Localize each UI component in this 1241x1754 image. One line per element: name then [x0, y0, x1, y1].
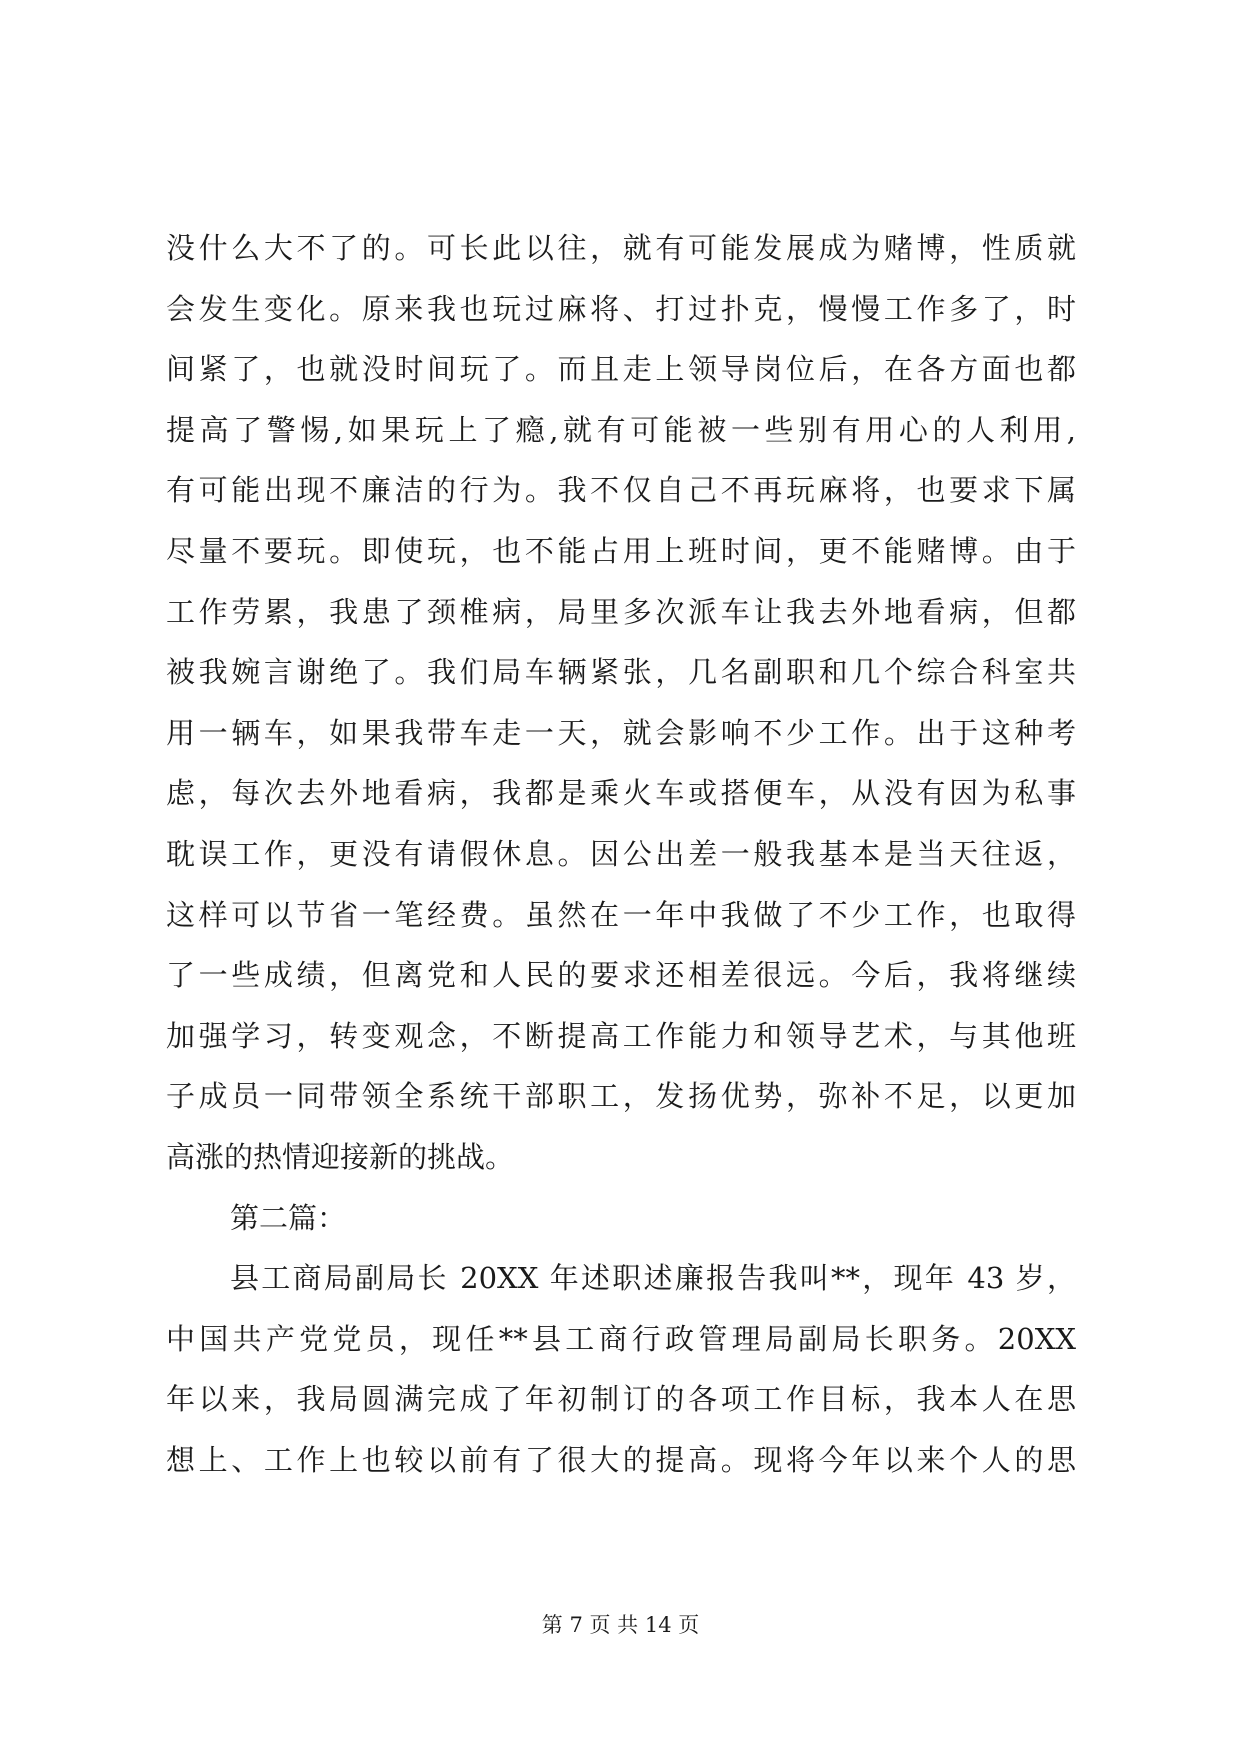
document-body	[166, 232, 1076, 1504]
paragraph-line: 尽量不要玩。即使玩，也不能占用上班时间，更不能赌博。由于	[166, 533, 1076, 568]
paragraph-line: 会发生变化。原来我也玩过麻将、打过扑克，慢慢工作多了，时	[166, 291, 1076, 326]
paragraph-line: 了一些成绩，但离党和人民的要求还相差很远。今后，我将继续	[166, 958, 1076, 993]
page-number-footer: 第 7 页 共 14 页	[541, 1613, 700, 1637]
paragraph-line: 提高了警惕,如果玩上了瘾,就有可能被一些别有用心的人利用,	[166, 412, 1076, 447]
paragraph-line: 有可能出现不廉洁的行为。我不仅自己不再玩麻将，也要求下属	[166, 473, 1076, 508]
paragraph-line: 间紧了，也就没时间玩了。而且走上领导岗位后，在各方面也都	[166, 352, 1076, 387]
section-heading: 第二篇：	[230, 1200, 347, 1235]
paragraph-line: 年以来，我局圆满完成了年初制订的各项工作目标，我本人在思	[166, 1382, 1076, 1417]
paragraph-line: 没什么大不了的。可长此以往，就有可能发展成为赌博，性质就	[166, 231, 1076, 265]
paragraph-line: 中国共产党党员，现任**县工商行政管理局副局长职务。20XX	[166, 1321, 1076, 1356]
paragraph-line: 县工商局副局长 20XX 年述职述廉报告我叫**，现年 43 岁，	[230, 1261, 1076, 1296]
paragraph-line: 用一辆车，如果我带车走一天，就会影响不少工作。出于这种考	[166, 715, 1076, 750]
paragraph-line: 虑，每次去外地看病，我都是乘火车或搭便车，从没有因为私事	[166, 776, 1076, 811]
paragraph-line: 高涨的热情迎接新的挑战。	[166, 1139, 515, 1174]
paragraph-line: 工作劳累，我患了颈椎病，局里多次派车让我去外地看病，但都	[166, 594, 1076, 629]
paragraph-line: 想上、工作上也较以前有了很大的提高。现将今年以来个人的思	[166, 1442, 1076, 1477]
paragraph-line: 加强学习，转变观念，不断提高工作能力和领导艺术，与其他班	[166, 1018, 1076, 1053]
paragraph-line: 子成员一同带领全系统干部职工，发扬优势，弥补不足，以更加	[166, 1079, 1076, 1114]
paragraph-line: 这样可以节省一笔经费。虽然在一年中我做了不少工作，也取得	[166, 897, 1076, 932]
paragraph-line: 耽误工作，更没有请假休息。因公出差一般我基本是当天往返，	[166, 836, 1076, 871]
paragraph-line: 被我婉言谢绝了。我们局车辆紧张，几名副职和几个综合科室共	[166, 655, 1076, 690]
